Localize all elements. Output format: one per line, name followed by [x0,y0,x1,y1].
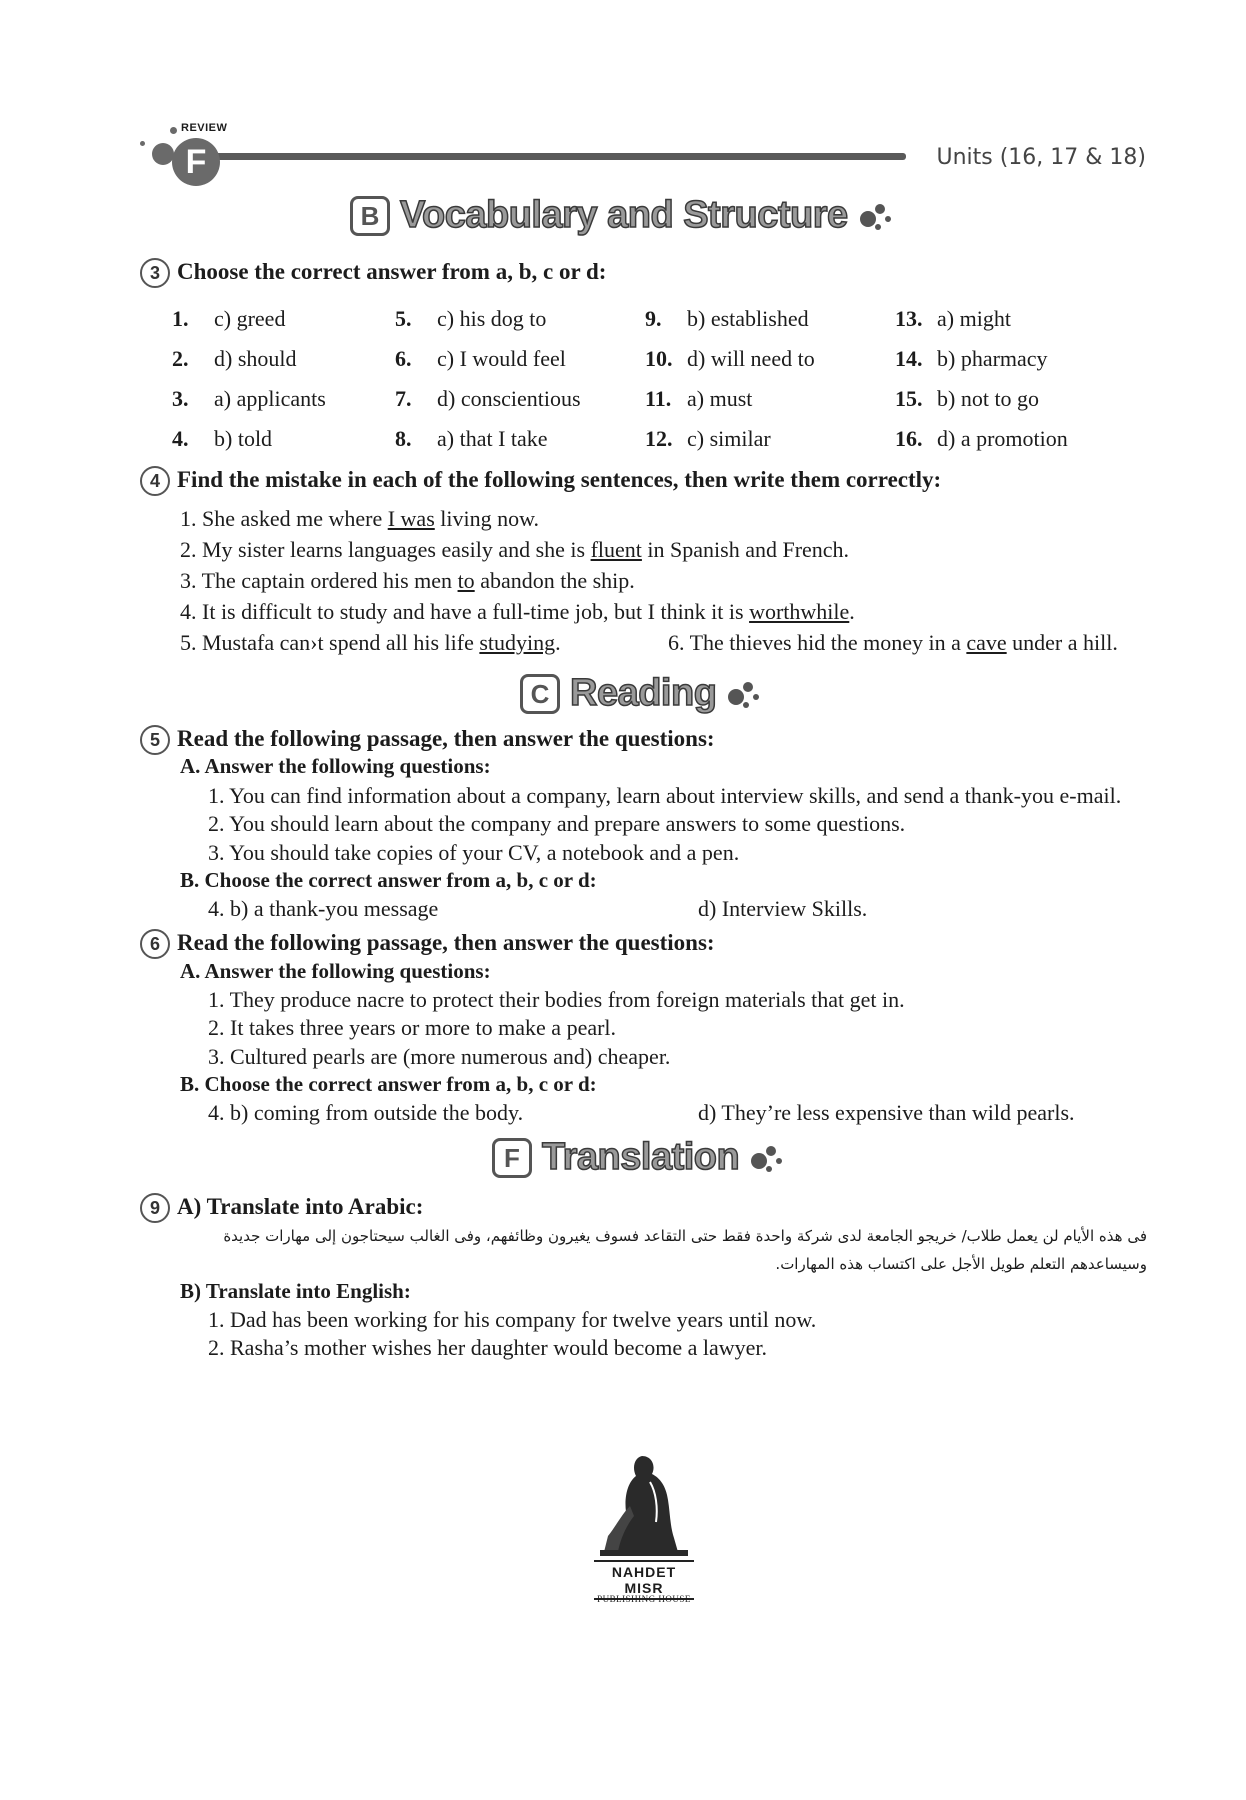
answer-text: b) pharmacy [937,346,1048,371]
units-label: Units (16, 17 & 18) [936,145,1146,170]
decor-dot [170,127,177,134]
answer-line: 2. Rasha’s mother wishes her daughter would become a lawyer. [208,1335,768,1360]
answer-line: 2. It takes three years or more to make a pearl. [208,1015,617,1040]
answer-line: 2. You should learn about the company and prepare answers to some questions. [208,811,906,836]
answer-number: 14. [895,346,923,371]
sentence-line: 5. Mustafa can›t spend all his life studying. [180,630,561,655]
question-title: Read the following passage, then answer the questions: [177,726,715,751]
sentence-line: 2. My sister learns languages easily and she is fluent in Spanish and French. [180,537,850,562]
answer-text: a) that I take [437,426,548,451]
answer-number: 3. [172,386,189,411]
question-title: Find the mistake in each of the following sentences, then write them correctly: [177,467,942,492]
splash-icon [726,679,762,709]
answer-line: 1. They produce nacre to protect their bodies from foreign materials that get in. [208,987,905,1012]
question-number: 3 [140,258,170,288]
question-title: A) Translate into Arabic: [177,1194,424,1219]
answer-text: a) applicants [214,386,326,411]
section-title: Vocabulary and Structure [400,194,848,236]
section-heading-reading [520,672,762,715]
answer-line: 1. You can find information about a company, learn about interview skills, and send a thank-you e-mail. [208,783,1122,808]
logo-name: NAHDET MISR [594,1560,694,1600]
answer-number: 11. [645,386,672,411]
section-heading-translation [492,1136,785,1179]
answer-number: 7. [395,386,412,411]
answer-text: a) must [687,386,753,411]
answer-text: b) established [687,306,809,331]
answer-number: 10. [645,346,673,371]
review-label: REVIEW [181,122,228,134]
answer-text: d) a promotion [937,426,1068,451]
subquestion-title: B. Choose the correct answer from a, b, c or d: [180,868,597,892]
answer-text: c) greed [214,306,286,331]
answer-text: b) told [214,426,273,451]
statue-icon [594,1452,694,1556]
sentence-line: 6. The thieves hid the money in a cave under a hill. [668,630,1118,655]
question-number: 4 [140,466,170,496]
answer-line: 4. b) a thank-you message [208,896,439,921]
answer-text: c) I would feel [437,346,566,371]
decor-dot [152,143,174,165]
answer-number: 1. [172,306,189,331]
answer-line: 4. b) coming from outside the body. [208,1100,524,1125]
answer-text: b) not to go [937,386,1040,411]
answer-number: 8. [395,426,412,451]
answer-line: 1. Dad has been working for his company for twelve years until now. [208,1307,817,1332]
answer-number: 2. [172,346,189,371]
review-badge: F [172,138,220,186]
answer-number: 5. [395,306,412,331]
answer-line: d) They’re less expensive than wild pearls. [698,1100,1075,1125]
answer-line: 3. You should take copies of your CV, a notebook and a pen. [208,840,740,865]
sentence-line: 4. It is difficult to study and have a full-time job, but I think it is worthwhile. [180,599,855,624]
section-letter: F [492,1138,532,1178]
question-number: 5 [140,725,170,755]
subquestion-title: B) Translate into English: [180,1279,411,1303]
answer-text: d) conscientious [437,386,581,411]
answer-text: c) his dog to [437,306,547,331]
subquestion-title: A. Answer the following questions: [180,754,491,778]
sentence-line: 3. The captain ordered his men to abandon the ship. [180,568,635,593]
sentence-line: 1. She asked me where I was living now. [180,506,540,531]
section-title: Reading [570,672,717,714]
publisher-logo [594,1452,694,1612]
splash-icon [749,1143,785,1173]
answer-number: 15. [895,386,923,411]
section-letter: B [350,196,390,236]
answer-text: c) similar [687,426,771,451]
answer-text: d) will need to [687,346,815,371]
answer-number: 12. [645,426,673,451]
question-title: Choose the correct answer from a, b, c or d: [177,259,607,284]
answer-number: 9. [645,306,662,331]
question-number: 9 [140,1193,170,1223]
question-number: 6 [140,929,170,959]
section-title: Translation [542,1136,740,1178]
header-rule [190,153,906,160]
answer-text: a) might [937,306,1011,331]
answer-number: 4. [172,426,189,451]
answer-number: 13. [895,306,923,331]
question-title: Read the following passage, then answer the questions: [177,930,715,955]
subquestion-title: A. Answer the following questions: [180,959,491,983]
answer-text: d) should [214,346,297,371]
answer-line: d) Interview Skills. [698,896,868,921]
answer-number: 6. [395,346,412,371]
decor-dot [140,141,145,146]
logo-sub: PUBLISHING HOUSE [597,1594,691,1604]
subquestion-title: B. Choose the correct answer from a, b, c or d: [180,1072,597,1096]
splash-icon [858,201,894,231]
section-heading-vocabulary [350,194,894,237]
answer-number: 16. [895,426,923,451]
answer-line: 3. Cultured pearls are (more numerous and) cheaper. [208,1044,671,1069]
arabic-translation: فى هذه الأيام لن يعمل طلاب/ خريجو الجامعة لدى شركة واحدة فقط حتى التقاعد فسوف يغيرون وظائفهم، وفى الغالب سيحتاجون إلى مهارات جديدة وسيساعدهم التعلم طويل الأجل على اكتساب هذه المهارات. [223,1227,1147,1273]
section-letter: C [520,674,560,714]
